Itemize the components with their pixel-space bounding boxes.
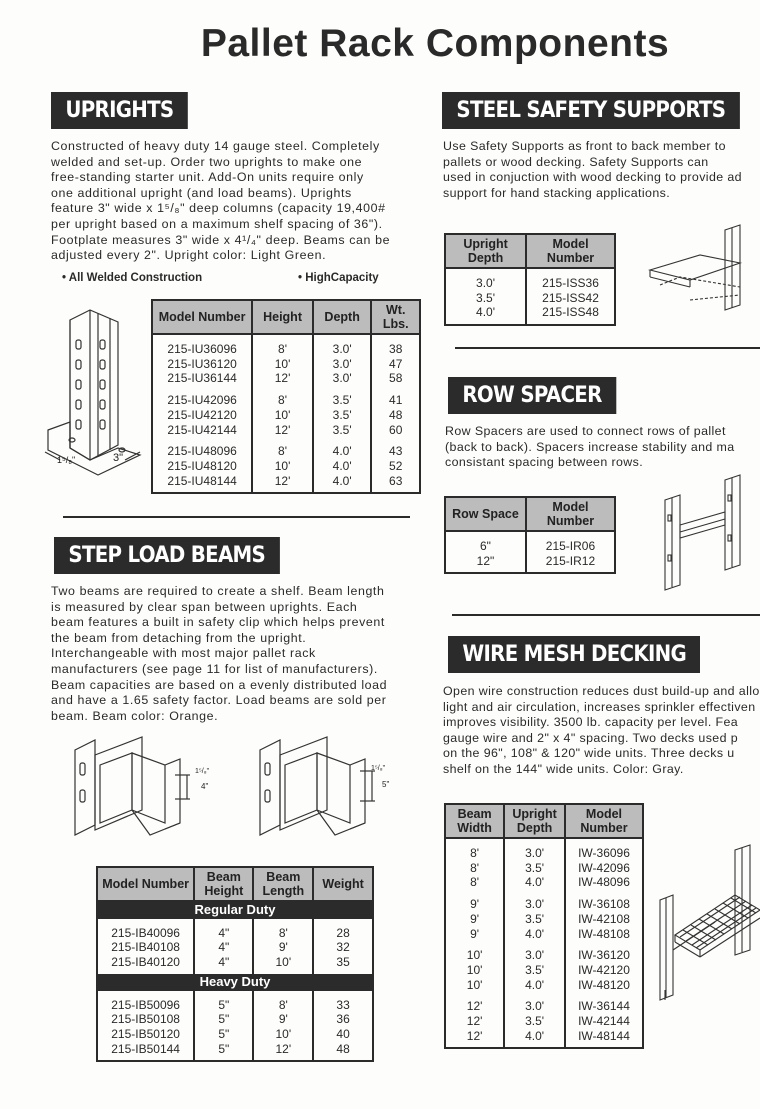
step-load-beams-heading: STEP LOAD BEAMS xyxy=(54,537,279,574)
divider xyxy=(452,614,760,616)
uprights-table xyxy=(151,299,421,494)
table-row: 215-IB50108 5" 9' 36 xyxy=(97,1012,373,1027)
table-row: 215-IU42096 8' 3.5' 41 xyxy=(152,386,420,408)
bullet-high-capacity: • HighCapacity xyxy=(298,272,379,284)
table-row: 215-IU48120 10' 4.0' 52 xyxy=(152,459,420,474)
upright-width-label: 3" xyxy=(113,452,124,464)
table-row: 215-IU48144 12' 4.0' 63 xyxy=(152,474,420,494)
row-spacer-description: Row Spacers are used to connect rows of pallet (back to back). Spacers increase stability and ma consistant spacing between rows. xyxy=(445,424,735,470)
table-row: 215-IU42144 12' 3.5' 60 xyxy=(152,423,420,438)
table-row: 4.0' 215-ISS48 xyxy=(445,305,615,325)
heavy-duty-header: Heavy Duty xyxy=(97,974,373,991)
col-model-number: Model Number xyxy=(526,497,615,531)
table-row: 8' 4.0' IW-48096 xyxy=(445,875,643,890)
row-spacer-diagram xyxy=(660,470,760,590)
col-model-number: Model Number xyxy=(152,300,252,334)
beam-4in-diagram xyxy=(70,735,220,840)
table-row: 215-IU36144 12' 3.0' 58 xyxy=(152,371,420,386)
col-weight: Weight xyxy=(313,867,373,901)
col-height: Height xyxy=(252,300,313,334)
col-model-number: Model Number xyxy=(526,234,615,268)
table-row: 215-IU42120 10' 3.5' 48 xyxy=(152,408,420,423)
col-upright-depth: Upright Depth xyxy=(445,234,526,268)
table-row: 215-IU48096 8' 4.0' 43 xyxy=(152,437,420,459)
beam-5in-width-label: 1⁵/₈" xyxy=(371,765,386,772)
col-depth: Depth xyxy=(313,300,372,334)
table-row: 215-IB40108 4" 9' 32 xyxy=(97,940,373,955)
uprights-description: Constructed of heavy duty 14 gauge steel. Completely welded and set-up. Order two uprights to make one free-standing starter unit. Add-On units require only one additional upright (and load beams). Uprights feature 3" wide x 1⁵/₈" deep columns (capacity 19,400# per upright based on a maximum shelf spacing of 36"). Footplate measures 3" wide x 4¹/₄" deep. Beams can be adjusted every 2". Upright color: Light Green. xyxy=(51,139,391,263)
upright-diagram xyxy=(40,300,150,475)
col-row-space: Row Space xyxy=(445,497,526,531)
col-upright-depth: Upright Depth xyxy=(504,804,565,838)
wire-deck-diagram xyxy=(655,840,760,1000)
upright-depth-label: 1⁵/₈" xyxy=(57,455,76,465)
col-beam-length: Beam Length xyxy=(253,867,313,901)
wire-mesh-table xyxy=(444,803,644,1049)
table-row: 215-IB40120 4" 10' 35 xyxy=(97,955,373,974)
beam-4in-height-label: 4" xyxy=(201,782,209,791)
table-row: 215-IU36120 10' 3.0' 47 xyxy=(152,357,420,372)
uprights-heading: UPRIGHTS xyxy=(51,92,188,129)
table-row: 12' 4.0' IW-48144 xyxy=(445,1029,643,1049)
table-row: 215-IB40096 4" 8' 28 xyxy=(97,919,373,941)
row-spacer-table xyxy=(444,496,616,574)
page-title: Pallet Rack Components xyxy=(200,22,670,65)
divider xyxy=(455,347,760,349)
table-row: 215-IB50096 5" 8' 33 xyxy=(97,991,373,1013)
col-weight: Wt. Lbs. xyxy=(371,300,420,334)
col-beam-width: Beam Width xyxy=(445,804,504,838)
table-row: 8' 3.5' IW-42096 xyxy=(445,861,643,876)
table-row: 10' 3.5' IW-42120 xyxy=(445,963,643,978)
table-row: 12' 3.0' IW-36144 xyxy=(445,992,643,1014)
table-row: 215-IU36096 8' 3.0' 38 xyxy=(152,334,420,357)
table-row: 12' 3.5' IW-42144 xyxy=(445,1014,643,1029)
beam-5in-height-label: 5" xyxy=(382,780,390,789)
table-row: 9' 4.0' IW-48108 xyxy=(445,927,643,942)
table-row: 12" 215-IR12 xyxy=(445,554,615,574)
wire-mesh-description: Open wire construction reduces dust build-up and allo light and air circulation, increases sprinkler effectiven improves visibility. 3500 lb. capacity per level. Fea gauge wire and 2" x 4" spacing. Two decks used p on the 96", 108" & 120" wide units. Three decks u shelf on the 144" wide units. Color: Gray. xyxy=(443,684,760,776)
safety-supports-table xyxy=(444,233,616,326)
table-row: 6" 215-IR06 xyxy=(445,531,615,554)
safety-support-diagram xyxy=(640,225,760,330)
col-model-number: Model Number xyxy=(565,804,643,838)
col-model-number: Model Number xyxy=(97,867,194,901)
table-row: 9' 3.5' IW-42108 xyxy=(445,912,643,927)
table-row: 3.5' 215-ISS42 xyxy=(445,291,615,306)
col-beam-height: Beam Height xyxy=(194,867,253,901)
table-row: 10' 3.0' IW-36120 xyxy=(445,941,643,963)
table-row: 8' 3.0' IW-36096 xyxy=(445,838,643,861)
divider xyxy=(63,516,410,518)
safety-supports-description: Use Safety Supports as front to back member to pallets or wood decking. Safety Supports can used in conjuction with wood decking to provide ad support for hand stacking applications. xyxy=(443,139,742,200)
regular-duty-header: Regular Duty xyxy=(97,901,373,919)
bullet-all-welded: • All Welded Construction xyxy=(62,272,203,284)
step-load-beams-description: Two beams are required to create a shelf. Beam length is measured by clear span between uprights. Each beam features a built in safety clip which helps prevent the beam from detaching from the upright. Interchangeable with most major pallet rack manufacturers (see page 11 for list of manufacturers). Beam capacities are based on a evenly distributed load and have a 1.65 safety factor. Load beams are sold per beam. Beam color: Orange. xyxy=(51,584,388,723)
beams-table xyxy=(96,866,374,1062)
table-row: 3.0' 215-ISS36 xyxy=(445,268,615,291)
beam-4in-width-label: 1⁵/₈" xyxy=(195,768,210,775)
safety-supports-heading: STEEL SAFETY SUPPORTS xyxy=(442,92,740,129)
table-row: 9' 3.0' IW-36108 xyxy=(445,890,643,912)
row-spacer-heading: ROW SPACER xyxy=(448,377,616,414)
table-row: 215-IB50120 5" 10' 40 xyxy=(97,1027,373,1042)
wire-mesh-heading: WIRE MESH DECKING xyxy=(448,636,700,673)
table-row: 10' 4.0' IW-48120 xyxy=(445,978,643,993)
table-row: 215-IB50144 5" 12' 48 xyxy=(97,1042,373,1062)
